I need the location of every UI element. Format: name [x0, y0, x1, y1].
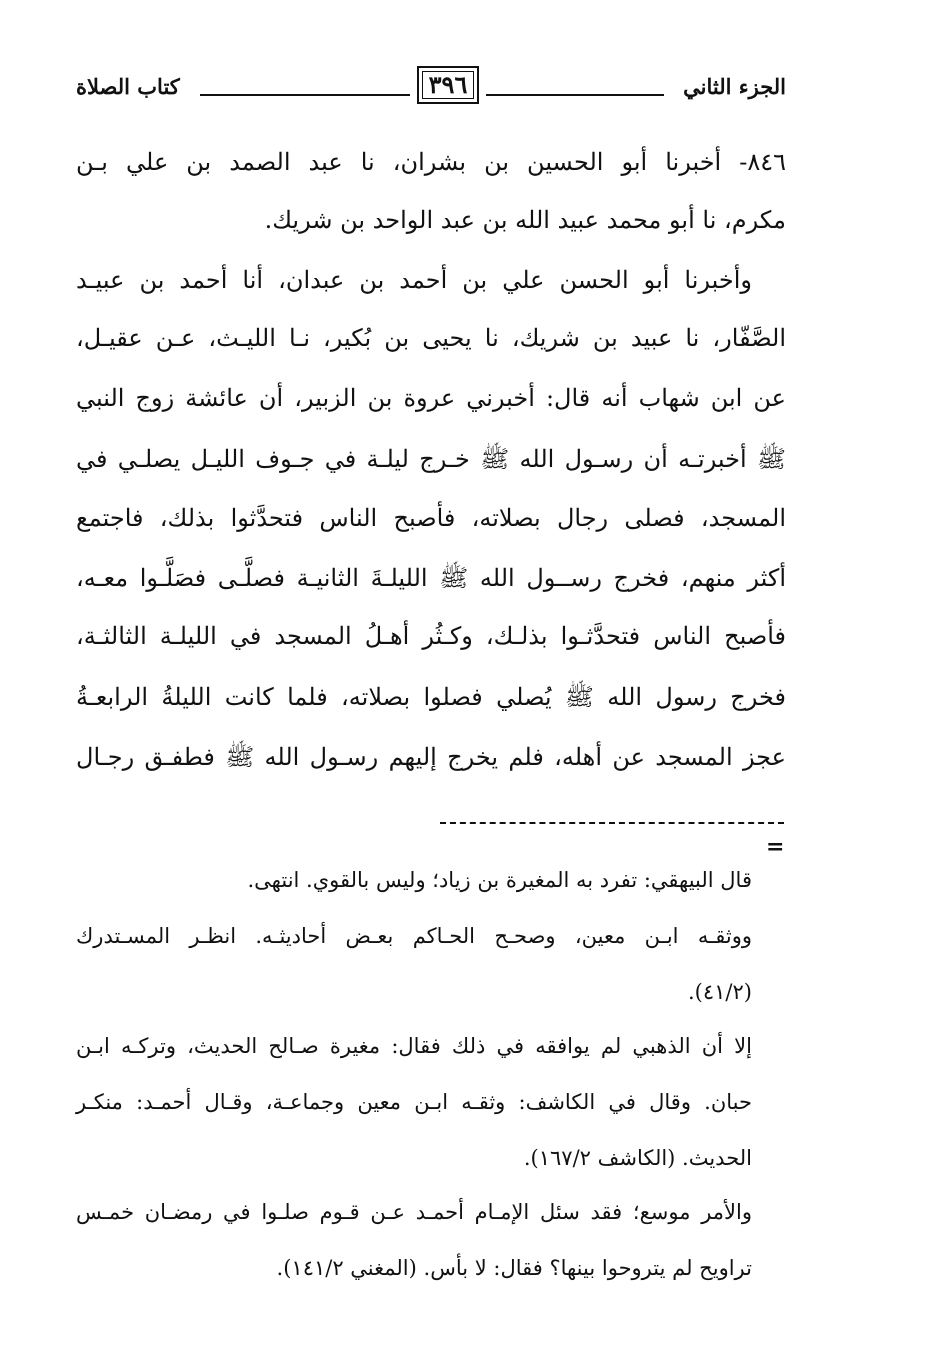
footnote-line: حبان. وقال في الكاشف: وثقـه ابـن معين وجماعـة، وقـال أحمـد: منكـر [76, 1090, 752, 1114]
main-text-line: المسجد، فصلى رجال بصلاته، فأصبح الناس فتحدَّثوا بذلك، فاجتمع [76, 504, 786, 532]
main-text-line: فخرج رسول الله ﷺ يُصلي فصلوا بصلاته، فلما كانت الليلةُ الرابعـةُ [76, 683, 786, 711]
footnote-line: والأمر موسع؛ فقد سئل الإمـام أحمـد عـن قـوم صلـوا في رمضـان خمـس [76, 1200, 752, 1224]
main-text-line: وأخبرنا أبو الحسن علي بن أحمد بن عبدان، أنا أحمد بن عبيـد [76, 266, 752, 294]
main-text-line: عن ابن شهاب أنه قال: أخبرني عروة بن الزبير، أن عائشة زوج النبي [76, 384, 786, 412]
footnote-line: (٤١/٢). [688, 980, 752, 1004]
main-text-line: عجز المسجد عن أهله، فلم يخرج إليهم رسـول الله ﷺ فطفـق رجـال [76, 743, 786, 771]
main-text-line: ﷺ أخبرتـه أن رسـول الله ﷺ خـرج ليلـة في جـوف الليـل يصلـي في [76, 445, 786, 473]
running-header-book: كتاب الصلاة [76, 74, 180, 99]
footnote-line: تراويح لم يتروحوا بينها؟ فقال: لا بأس. (المغني ١٤١/٢). [276, 1256, 752, 1280]
footnote-line: إلا أن الذهبي لم يوافقه في ذلك فقال: مغيرة صـالح الحديث، وتركـه ابـن [76, 1034, 752, 1058]
main-text-line: مكرم، نا أبو محمد عبيد الله بن عبد الواحد بن شريك. [264, 206, 786, 234]
main-text-line: ٨٤٦- أخبرنا أبو الحسين بن بشران، نا عبد الصمد بن علي بـن [76, 148, 786, 176]
footnote-line: قال البيهقي: تفرد به المغيرة بن زياد؛ وليس بالقوي. انتهى. [247, 868, 752, 892]
main-text-line: أكثر منهم، فخرج رســول الله ﷺ الليلـةَ الثانيـة فصلَّـى فصَلَّـوا معـه، [76, 564, 786, 592]
main-text-line: الصَّفّار، نا عبيد بن شريك، نا يحيى بن بُكير، نـا الليـث، عـن عقيـل، [76, 324, 786, 352]
footnote-line: ووثقـه ابـن معين، وصحـح الحـاكم بعـض أحاديثـه. انظـر المسـتدرك [76, 924, 752, 948]
footnote-separator [440, 822, 784, 824]
running-header-volume: الجزء الثاني [683, 74, 786, 99]
header-rule-left [200, 94, 410, 96]
footnote-line: الحديث. (الكاشف ١٦٧/٢). [523, 1146, 752, 1170]
main-text-line: فأصبح الناس فتحدَّثـوا بذلـك، وكـثُر أهـلُ المسجد في الليلـة الثالثـة، [76, 622, 786, 650]
header-rule-right [486, 94, 664, 96]
page-number: ٣٩٦ [417, 66, 479, 104]
footnote-continuation-marker: = [766, 834, 785, 860]
